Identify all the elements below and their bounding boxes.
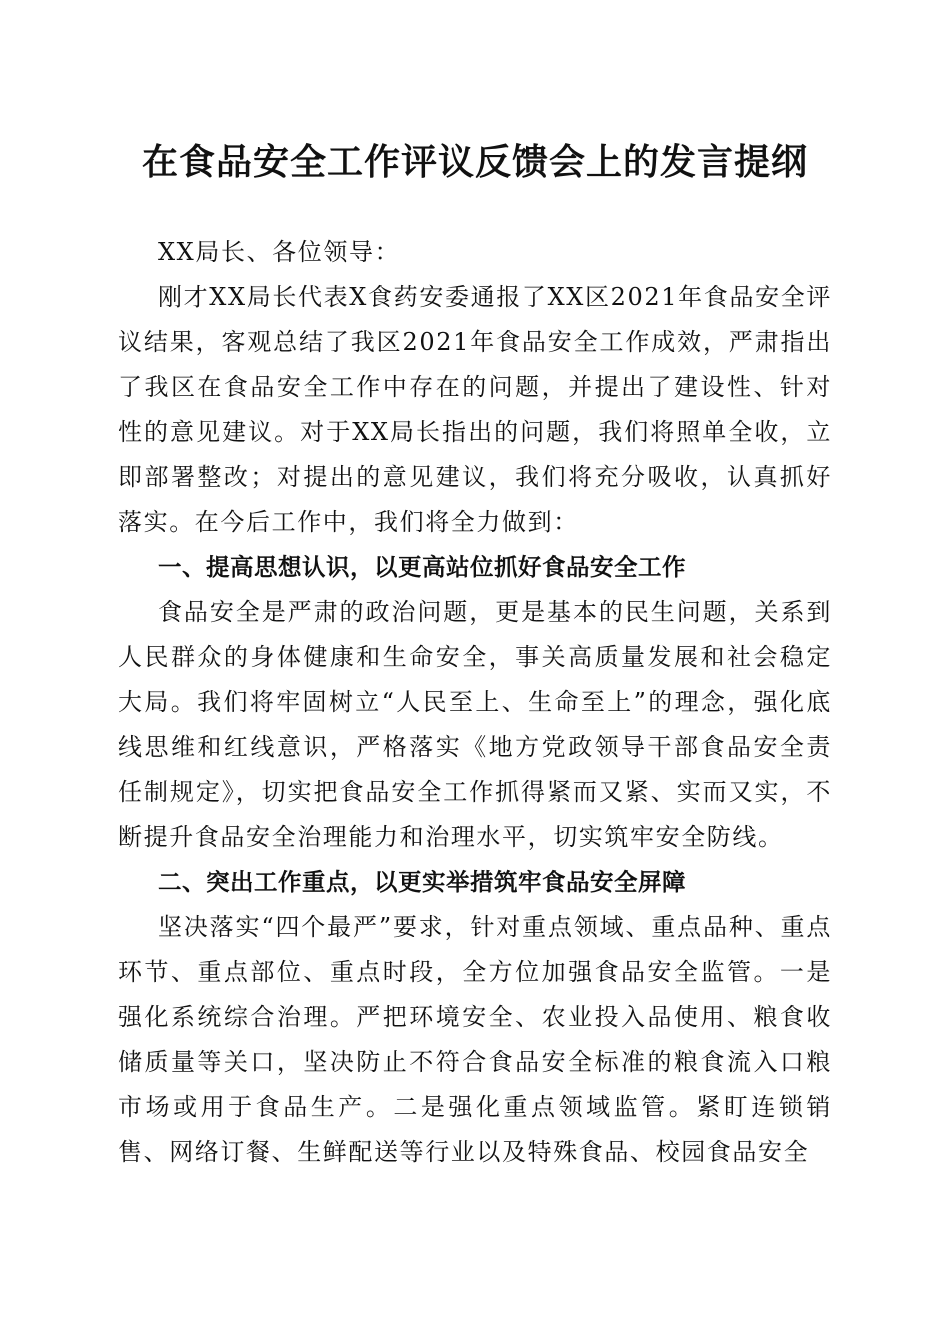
intro-paragraph: 刚才XX局长代表X食药安委通报了XX区2021年食品安全评议结果，客观总结了我区2021年食品安全工作成效，严肃指出了我区在食品安全工作中存在的问题，并提出了建设性、针对性的意见建议。对于XX局长指出的问题，我们将照单全收，立即部署整改；对提出的意见建议，我们将充分吸收，认真抓好落实。在今后工作中，我们将全力做到： xyxy=(118,283,832,536)
section-paragraph-2: 坚决落实“四个最严”要求，针对重点领域、重点品种、重点环节、重点部位、重点时段，全方位加强食品安全监管。一是强化系统综合治理。严把环境安全、农业投入品使用、粮食收储质量等关口，坚决防止不符合食品安全标准的粮食流入口粮市场或用于食品生产。二是强化重点领域监管。紧盯连锁销售、网络订餐、生鲜配送等行业以及特殊食品、校园食品安全 xyxy=(118,913,832,1166)
document-title: 在食品安全工作评议反馈会上的发言提纲 xyxy=(141,141,808,183)
section-heading-2: 二、突出工作重点，以更实举措筑牢食品安全屏障 xyxy=(158,868,686,896)
section-paragraph-1: 食品安全是严肃的政治问题，更是基本的民生问题，关系到人民群众的身体健康和生命安全，事关高质量发展和社会稳定大局。我们将牢固树立“人民至上、生命至上”的理念，强化底线思维和红线意识，严格落实《地方党政领导干部食品安全责任制规定》，切实把食品安全工作抓得紧而又紧、实而又实，不断提升食品安全治理能力和治理水平，切实筑牢安全防线。 xyxy=(118,598,832,851)
salutation: XX局长、各位领导： xyxy=(158,238,401,266)
document-body xyxy=(118,230,832,1175)
section-heading-1: 一、提高思想认识，以更高站位抓好食品安全工作 xyxy=(158,553,686,581)
